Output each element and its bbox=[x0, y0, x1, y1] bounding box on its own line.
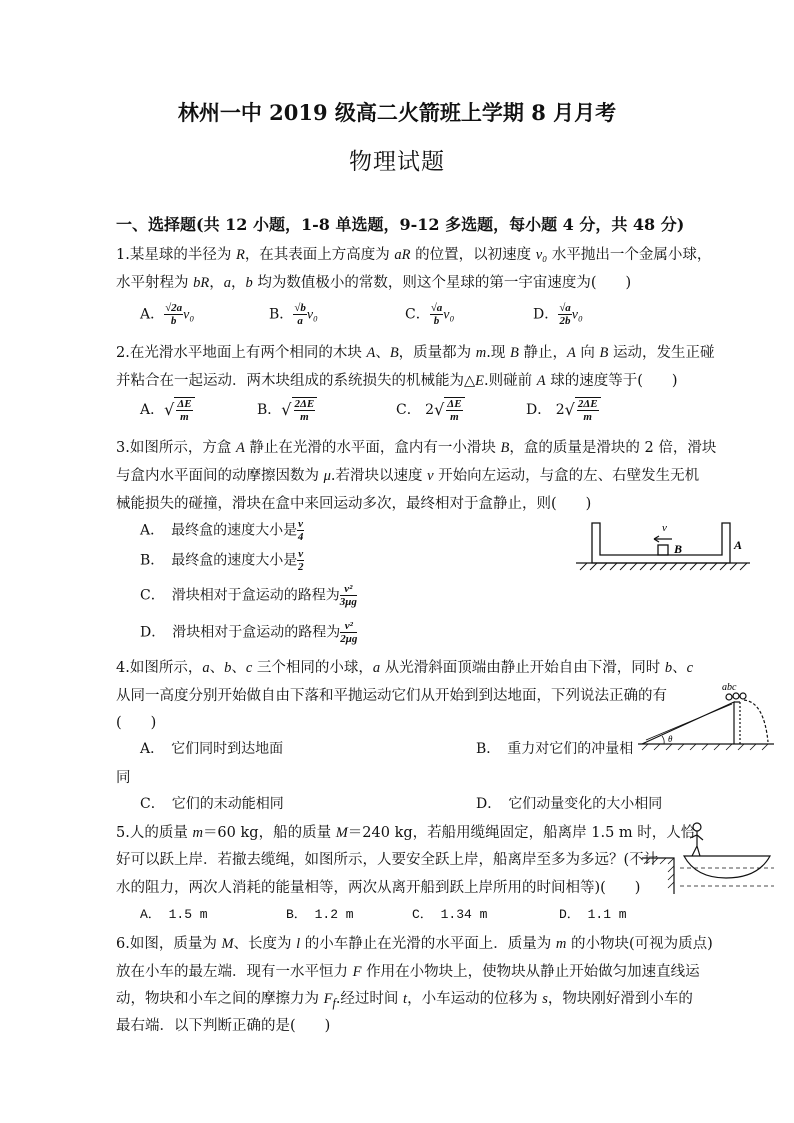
q1-line2: 水平射程为 bR，a，b 均为数值极小的常数，则这个星球的第一宇宙速度为( ) bbox=[116, 275, 632, 291]
person-body bbox=[690, 831, 703, 856]
box-outline bbox=[592, 523, 730, 563]
projectile-path bbox=[744, 700, 768, 742]
exam-subtitle: 物理试题 bbox=[349, 149, 445, 175]
q3-line1: 3.如图所示，方盒 A 静止在光滑的水平面，盒内有一小滑块 B，盒的质量是滑块的 2 倍，滑块 bbox=[116, 440, 717, 456]
ball-b bbox=[733, 693, 739, 699]
incline bbox=[642, 702, 734, 744]
q2-line2: 并粘合在一起运动．两木块组成的系统损失的机械能为△E.则碰前 A 球的速度等于( ) bbox=[116, 373, 678, 389]
q5-line3: 水的阻力，两次人消耗的能量相等，两次从离开船到跃上岸所用的时间相等)( ) bbox=[116, 880, 641, 896]
ground-hatch bbox=[580, 563, 747, 570]
q1-option-c[interactable]: C． $\frac{√a}{b}$ v₀ bbox=[405, 302, 455, 327]
ground-hatch bbox=[642, 744, 768, 750]
q2-option-a[interactable]: A．√ $\frac{\Delta E}{m}$ bbox=[140, 397, 195, 423]
q5-option-c[interactable]: C． 1.34 m bbox=[412, 907, 488, 922]
fig-label-b: B bbox=[674, 542, 683, 556]
slider-block bbox=[658, 545, 668, 555]
q6-line2: 放在小车的最左端．现有一水平恒力 F 作用在小物块上，使物块从静止开始做匀加速直线运 bbox=[116, 964, 700, 980]
q3-option-a[interactable]: A． 最终盒的速度大小是 $\frac{v}{4}$ bbox=[140, 518, 304, 543]
q5-option-b[interactable]: B． 1.2 m bbox=[286, 907, 354, 922]
section-heading: 一、选择题(共 12 小题，1-8 单选题，9-12 多选题，每小题 4 分，共 48 分) bbox=[116, 215, 685, 234]
fig-label-v: v bbox=[662, 522, 667, 534]
q1-option-b[interactable]: B． $\frac{√b}{a}$ v₀ bbox=[269, 302, 318, 327]
ball-c bbox=[740, 693, 746, 699]
q1-line1: 1.某星球的半径为 R，在其表面上方高度为 aR 的位置，以初速度 v₀ 水平抛出一个金属小球， bbox=[116, 247, 712, 263]
incline-surface bbox=[646, 704, 732, 740]
q4-line3: ( ) bbox=[116, 715, 157, 731]
exam-title: 林州一中 2019 级高二火箭班上学期 8 月月考 bbox=[177, 100, 617, 125]
shore-edge bbox=[642, 858, 674, 894]
ball-a bbox=[726, 694, 732, 700]
q3-option-d[interactable]: D． 滑块相对于盒运动的路程为 $\frac{\text{v²}}{2\mu g}$ bbox=[140, 620, 358, 645]
q6-line3: 动，物块和小车之间的摩擦力为 $F_f$.经过时间 t，小车运动的位移为 s，物块刚好滑到小车的 bbox=[116, 991, 693, 1010]
q4-option-b-cont: 同 bbox=[116, 770, 131, 786]
fig-label-theta: θ bbox=[668, 734, 673, 744]
q4-option-c[interactable]: C． 它们的末动能相同 bbox=[140, 796, 284, 812]
q3-line2: 与盒内水平面间的动摩擦因数为 μ.若滑块以速度 v 开始向左运动，与盒的左、右壁发生无机 bbox=[116, 468, 700, 484]
q5-boat-figure bbox=[640, 818, 775, 896]
q2-option-b[interactable]: B．√ $\frac{2\Delta E}{m}$ bbox=[257, 397, 317, 423]
q2-line1: 2.在光滑水平地面上有两个相同的木块 A、B，质量都为 m.现 B 静止，A 向 B 运动，发生正碰 bbox=[116, 345, 715, 361]
person-head bbox=[693, 823, 701, 831]
fig-label-a: A bbox=[734, 538, 743, 552]
q4-option-b[interactable]: B． 重力对它们的冲量相 bbox=[476, 741, 634, 757]
q5-option-a[interactable]: A． 1.5 m bbox=[140, 907, 208, 922]
q5-line1: 5.人的质量 m＝60 kg，船的质量 M＝240 kg，若船用缆绳固定，船离岸 1.5 m 时，人恰 bbox=[116, 825, 696, 841]
q1-option-a[interactable]: A． $\frac{√2a}{b}$ v₀ bbox=[140, 302, 195, 327]
q2-option-c[interactable]: C． 2√ $\frac{\Delta E}{m}$ bbox=[396, 397, 465, 423]
q4-line2: 从同一高度分别开始做自由下落和平抛运动它们从开始到到达地面，下列说法正确的有 bbox=[116, 688, 667, 704]
q4-incline-figure bbox=[636, 680, 776, 750]
boat-hull bbox=[684, 856, 770, 878]
q6-line1: 6.如图，质量为 M、长度为 l 的小车静止在光滑的水平面上．质量为 m 的小物块(可视为质点) bbox=[116, 936, 713, 952]
q5-line2: 好可以跃上岸．若撤去缆绳，如图所示，人要安全跃上岸，船离岸至多为多远？(不计 bbox=[116, 852, 659, 868]
fig-label-abc: abc bbox=[722, 682, 737, 693]
q3-option-b[interactable]: B． 最终盒的速度大小是 $\frac{v}{2}$ bbox=[140, 548, 304, 573]
angle-arc bbox=[662, 736, 664, 744]
shore-hatch bbox=[644, 858, 674, 888]
q3-option-c[interactable]: C． 滑块相对于盒运动的路程为 $\frac{\text{v²}}{3\mu g}$ bbox=[140, 583, 357, 608]
q3-box-figure bbox=[574, 515, 754, 575]
q4-option-a[interactable]: A． 它们同时到达地面 bbox=[140, 741, 284, 757]
q4-line1: 4.如图所示，a、b、c 三个相同的小球，a 从光滑斜面顶端由静止开始自由下滑，同时 b、c bbox=[116, 660, 694, 676]
q6-line4: 最右端．以下判断正确的是( ) bbox=[116, 1018, 331, 1034]
q1-option-d[interactable]: D． $\frac{√a}{2b}$ v₀ bbox=[533, 302, 583, 327]
q5-option-d[interactable]: D． 1.1 m bbox=[559, 907, 627, 922]
q3-line3: 械能损失的碰撞，滑块在盒中来回运动多次，最终相对于盒静止，则( ) bbox=[116, 496, 592, 512]
q2-option-d[interactable]: D． 2√ $\frac{2\Delta E}{m}$ bbox=[526, 397, 601, 423]
q4-option-d[interactable]: D． 它们动量变化的大小相同 bbox=[476, 796, 663, 812]
